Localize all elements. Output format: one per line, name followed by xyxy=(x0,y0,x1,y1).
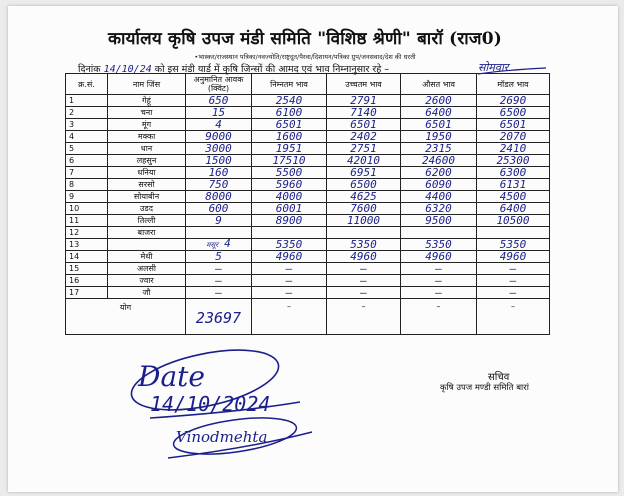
row-sno: 13 xyxy=(66,239,108,251)
signature-loop-stroke xyxy=(171,412,298,461)
cell-min: — xyxy=(252,275,327,287)
row-sno: 1 xyxy=(66,95,108,107)
cell-modal: 4960 xyxy=(477,251,550,263)
row-crop: गेहूं xyxy=(108,95,186,107)
row-crop: मूंग xyxy=(108,119,186,131)
row-sno: 17 xyxy=(66,287,108,299)
header-arrival-label: अनुमानित आवक xyxy=(193,75,244,84)
cell-max: 4960 xyxy=(327,251,401,263)
secretary-office: कृषि उपज मण्डी समिति बारां xyxy=(440,383,529,393)
cell-arrival: 8000 xyxy=(186,191,252,203)
cell-min: 4960 xyxy=(252,251,327,263)
cell-max: 2751 xyxy=(327,143,401,155)
date-prefix: दिनांक xyxy=(78,64,101,75)
handwritten-report-date: 14/10/24 xyxy=(103,64,152,75)
row-crop: मक्का xyxy=(108,131,186,143)
cell-min: 5350 xyxy=(252,239,327,251)
header-min-price: निम्नतम भाव xyxy=(252,74,327,95)
cell-avg: 4400 xyxy=(401,191,477,203)
cell-max: 4625 xyxy=(327,191,401,203)
row-crop: जौ xyxy=(108,287,186,299)
cell-avg: — xyxy=(401,287,477,299)
row-sno: 16 xyxy=(66,275,108,287)
cell-avg: 6400 xyxy=(401,107,477,119)
cell-modal: 6501 xyxy=(477,119,550,131)
cell-arrival-value: 4 xyxy=(224,238,231,250)
cell-arrival: — xyxy=(186,263,252,275)
cell-arrival: 1500 xyxy=(186,155,252,167)
cell-max: 42010 xyxy=(327,155,401,167)
cell-modal: 5350 xyxy=(477,239,550,251)
row-crop: तिल्ली xyxy=(108,215,186,227)
cell-avg: 24600 xyxy=(401,155,477,167)
cell-avg: 2315 xyxy=(401,143,477,155)
total-label: योग xyxy=(66,299,186,335)
cell-modal: 10500 xyxy=(477,215,550,227)
cell-min: 8900 xyxy=(252,215,327,227)
row-sno: 3 xyxy=(66,119,108,131)
intro-suffix: को इस मंडी यार्ड में कृषि जिन्सों की आमद एवं भाव निम्नानुसार रहे – xyxy=(154,64,390,75)
cell-arrival: 5 xyxy=(186,251,252,263)
cell-avg: 5350 xyxy=(401,239,477,251)
cell-min: 6001 xyxy=(252,203,327,215)
cell-min: — xyxy=(252,263,327,275)
newspaper-cc-line: •भास्कर/राजस्थान पत्रिका/नवज्योति/राष्ट्रदूत/पैरवा/दिशायन/पत्रिका ग्रुप/जनसवाद/देश की धरती xyxy=(194,53,416,61)
cell-arrival: 160 xyxy=(186,167,252,179)
cell-avg: 6200 xyxy=(401,167,477,179)
row-crop: उडद xyxy=(108,203,186,215)
cell-avg: 9500 xyxy=(401,215,477,227)
row-sno: 7 xyxy=(66,167,108,179)
secretary-title: सचिव xyxy=(488,372,510,383)
cell-modal: 2070 xyxy=(477,131,550,143)
row-crop: चना xyxy=(108,107,186,119)
row-sno: 15 xyxy=(66,263,108,275)
header-avg-price: औसत भाव xyxy=(401,74,477,95)
total-max: – xyxy=(327,299,401,335)
cell-min: — xyxy=(252,287,327,299)
date-circle-stroke xyxy=(126,339,284,421)
total-avg: – xyxy=(401,299,477,335)
row-crop: धान xyxy=(108,143,186,155)
weekday-underline-stroke xyxy=(478,68,546,74)
cell-min: 17510 xyxy=(252,155,327,167)
cell-modal: 6400 xyxy=(477,203,550,215)
cell-avg: 4960 xyxy=(401,251,477,263)
total-arrival: 23697 xyxy=(186,299,252,335)
cell-max: 5350 xyxy=(327,239,401,251)
cell-modal: — xyxy=(477,263,550,275)
cell-min: 4000 xyxy=(252,191,327,203)
cell-max: — xyxy=(327,275,401,287)
cell-modal: 2690 xyxy=(477,95,550,107)
cell-arrival: 600 xyxy=(186,203,252,215)
cell-arrival: 9 xyxy=(186,215,252,227)
cell-max: 7140 xyxy=(327,107,401,119)
cell-modal: 6300 xyxy=(477,167,550,179)
row-crop: लहसुन xyxy=(108,155,186,167)
cell-modal: 6500 xyxy=(477,107,550,119)
cell-max: 2791 xyxy=(327,95,401,107)
cell-avg: 6501 xyxy=(401,119,477,131)
cell-modal: 6131 xyxy=(477,179,550,191)
row-sno: 10 xyxy=(66,203,108,215)
cell-arrival: — xyxy=(186,275,252,287)
row-crop: सोयाबीन xyxy=(108,191,186,203)
header-modal-price: मॉडल भाव xyxy=(477,74,550,95)
cell-min: 6501 xyxy=(252,119,327,131)
row-sno: 5 xyxy=(66,143,108,155)
cell-min: 5960 xyxy=(252,179,327,191)
cell-avg: 1950 xyxy=(401,131,477,143)
row-note: मसूर xyxy=(206,241,219,249)
cell-min: 2540 xyxy=(252,95,327,107)
row-sno: 11 xyxy=(66,215,108,227)
row-sno: 4 xyxy=(66,131,108,143)
row-sno: 12 xyxy=(66,227,108,239)
row-crop: सरसो xyxy=(108,179,186,191)
cell-avg: 6090 xyxy=(401,179,477,191)
cell-modal: — xyxy=(477,287,550,299)
cell-max: 6951 xyxy=(327,167,401,179)
cell-max: — xyxy=(327,263,401,275)
cell-max: 6501 xyxy=(327,119,401,131)
handwritten-date-value: 14/10/2024 xyxy=(150,392,271,416)
row-crop: ज्वार xyxy=(108,275,186,287)
handwritten-date-label: Date xyxy=(138,360,205,393)
header-max-price: उच्चतम भाव xyxy=(327,74,401,95)
cell-avg: 2600 xyxy=(401,95,477,107)
cell-min: 6100 xyxy=(252,107,327,119)
row-crop: धनिया xyxy=(108,167,186,179)
cell-max: 7600 xyxy=(327,203,401,215)
cell-max: 2402 xyxy=(327,131,401,143)
cell-avg: — xyxy=(401,275,477,287)
total-min: – xyxy=(252,299,327,335)
header-sno: क्र.सं. xyxy=(66,74,108,95)
cell-avg: 6320 xyxy=(401,203,477,215)
total-modal: – xyxy=(477,299,550,335)
cell-arrival: 3000 xyxy=(186,143,252,155)
cell-max: 6500 xyxy=(327,179,401,191)
cell-arrival: 15 xyxy=(186,107,252,119)
row-sno: 14 xyxy=(66,251,108,263)
cell-min: 5500 xyxy=(252,167,327,179)
row-crop: अलसी xyxy=(108,263,186,275)
handwritten-weekday: सोमवार xyxy=(478,61,509,74)
cell-min: 1600 xyxy=(252,131,327,143)
row-sno: 6 xyxy=(66,155,108,167)
row-sno: 9 xyxy=(66,191,108,203)
row-sno: 2 xyxy=(66,107,108,119)
cell-min: 1951 xyxy=(252,143,327,155)
header-crop: नाम जिंस xyxy=(108,74,186,95)
row-crop: बाजरा xyxy=(108,227,186,239)
header-arrival-unit: (क्विंट) xyxy=(207,84,230,93)
cell-modal: 25300 xyxy=(477,155,550,167)
cell-arrival: 4 xyxy=(186,119,252,131)
row-crop: मेथी xyxy=(108,251,186,263)
handwritten-signature: Vinodmehta xyxy=(176,428,268,446)
cell-modal: 2410 xyxy=(477,143,550,155)
cell-modal: — xyxy=(477,275,550,287)
office-title: कार्यालय कृषि उपज मंडी समिति "विशिष्ठ श्रेणी" बारॉ (राज0) xyxy=(108,29,502,49)
cell-max: — xyxy=(327,287,401,299)
cell-modal: 4500 xyxy=(477,191,550,203)
cell-arrival: 750 xyxy=(186,179,252,191)
cell-avg: — xyxy=(401,263,477,275)
cell-arrival: 9000 xyxy=(186,131,252,143)
cell-arrival: — xyxy=(186,287,252,299)
row-sno: 8 xyxy=(66,179,108,191)
cell-max: 11000 xyxy=(327,215,401,227)
cell-arrival: 650 xyxy=(186,95,252,107)
